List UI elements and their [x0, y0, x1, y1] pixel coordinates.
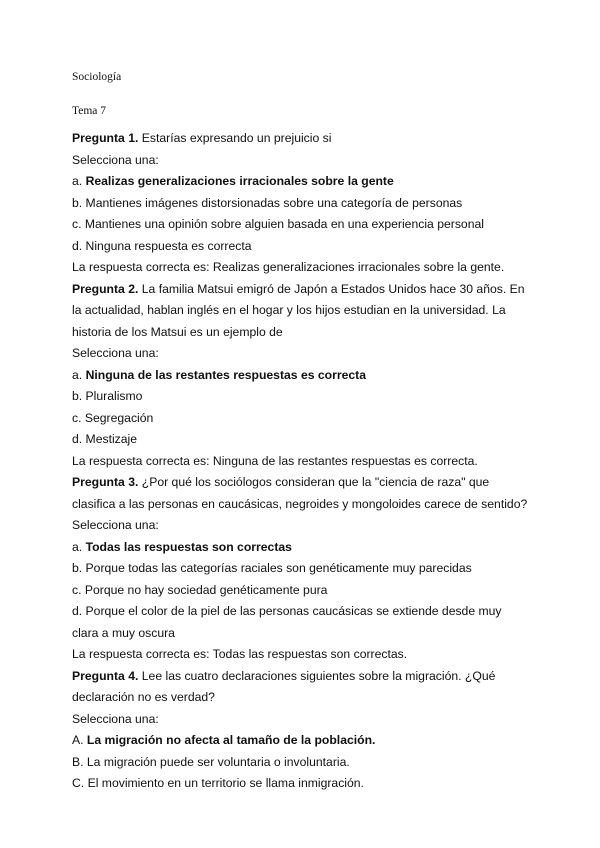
question-3-select-label: Selecciona una:	[72, 518, 159, 532]
subject-title: Sociología	[72, 71, 122, 83]
question-2-label: Pregunta 2.	[72, 281, 139, 296]
topic-title: Tema 7	[72, 105, 107, 117]
question-2-option-a: a. Ninguna de las restantes respuestas es correcta	[72, 367, 366, 382]
question-1-option-d: d. Ninguna respuesta es correcta	[72, 238, 252, 253]
question-3-option-d: d. Porque el color de la piel de las personas caucásicas se extiende desde muy	[72, 604, 502, 618]
question-4-option-c: C. El movimiento en un territorio se llama inmigración.	[72, 776, 364, 790]
question-2-prompt-line-3: historia de los Matsui es un ejemplo de	[72, 324, 283, 339]
question-4-label: Pregunta 4.	[72, 668, 139, 683]
question-3-prompt: Pregunta 3. ¿Por qué los sociólogos consideran que la "ciencia de raza" que	[72, 475, 490, 489]
question-2-select-label: Selecciona una:	[72, 346, 159, 360]
question-1-label: Pregunta 1.	[72, 131, 139, 145]
question-2-option-c: c. Segregación	[72, 410, 154, 425]
question-4-option-a: A. La migración no afecta al tamaño de la población.	[72, 733, 376, 747]
question-4-prompt: Pregunta 4. Lee las cuatro declaraciones siguientes sobre la migración. ¿Qué	[72, 668, 496, 683]
question-2-prompt-line-2: la actualidad, hablan inglés en el hogar y los hijos estudian en la universidad. La	[72, 303, 506, 317]
question-2-prompt: Pregunta 2. La familia Matsui emigró de Japón a Estados Unidos hace 30 años. En	[72, 281, 525, 296]
question-list	[72, 128, 542, 795]
question-3-answer: La respuesta correcta es: Todas las respuestas son correctas.	[72, 647, 408, 661]
question-2-option-d: d. Mestizaje	[72, 432, 138, 446]
question-1-prompt	[72, 128, 542, 150]
question-4-option-b: B. La migración puede ser voluntaria o involuntaria.	[72, 754, 350, 769]
question-3-option-b: b. Porque todas las categorías raciales son genéticamente muy parecidas	[72, 561, 472, 575]
question-3-label: Pregunta 3.	[72, 475, 139, 489]
question-1-option-b: b. Mantienes imágenes distorsionadas sobre una categoría de personas	[72, 195, 463, 210]
question-1-text: Estarías expresando un prejuicio si	[141, 131, 332, 145]
question-2-option-b: b. Pluralismo	[72, 389, 143, 403]
question-3-prompt-line-2: clasifica a las personas en caucásicas, negroides y mongoloides carece de sentido?	[72, 496, 528, 511]
question-4-select-label: Selecciona una:	[72, 711, 159, 726]
question-4-prompt-line-2: declaración no es verdad?	[72, 690, 215, 704]
question-1-option-a: a. Realizas generalizaciones irracionales sobre la gente	[72, 174, 394, 188]
question-1-answer: La respuesta correcta es: Realizas generalizaciones irracionales sobre la gente.	[72, 260, 505, 274]
document-header	[72, 66, 121, 134]
question-2-answer: La respuesta correcta es: Ninguna de las restantes respuestas es correcta.	[72, 453, 478, 468]
question-3-option-d-line-2: clara a muy oscura	[72, 625, 175, 640]
question-1-select-label: Selecciona una:	[72, 152, 159, 167]
question-3-option-a: a. Todas las respuestas son correctas	[72, 539, 292, 554]
question-3-option-c: c. Porque no hay sociedad genéticamente pura	[72, 582, 328, 597]
question-1-option-c: c. Mantienes una opinión sobre alguien basada en una experiencia personal	[72, 217, 484, 231]
